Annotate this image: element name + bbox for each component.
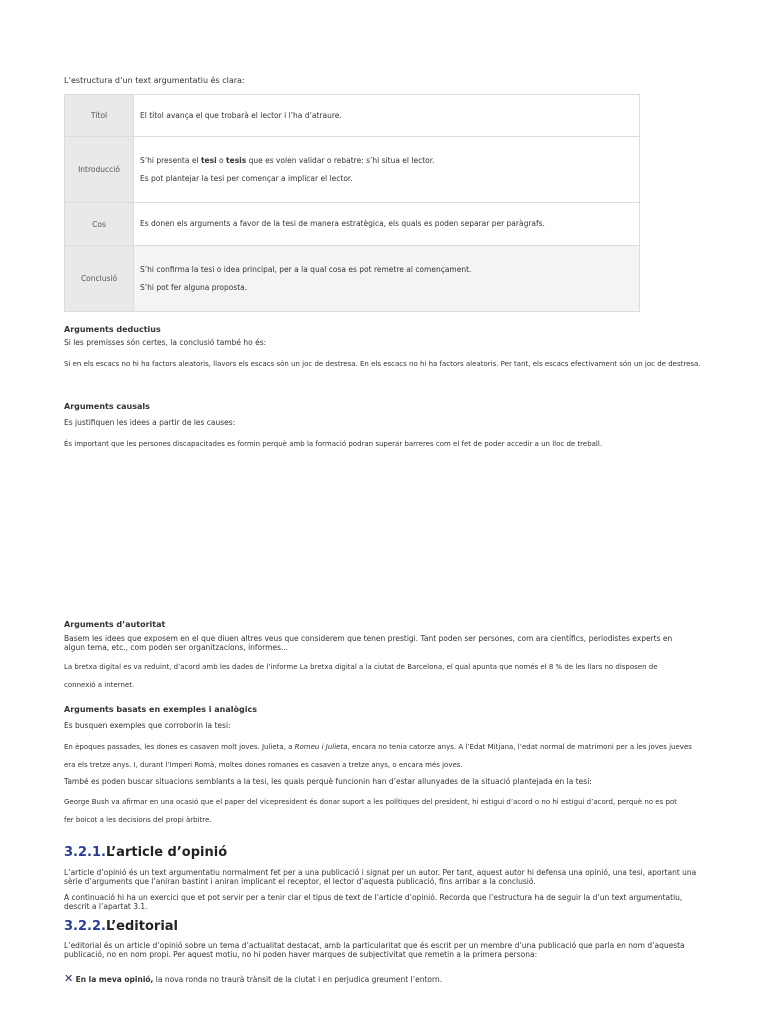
- example-text: És important que les persones discapacitades es formin perquè amb la formació podran superar barreres com el fet de poder accedir a un lloc de treball.: [64, 440, 603, 448]
- row-text: Es donen els arguments a favor de la tesi de manera estratègica, els quals es poden separar per paràgrafs.: [140, 219, 545, 228]
- row-label: Cos: [65, 203, 134, 246]
- authority-section: [64, 619, 704, 694]
- row-text: S’hi presenta el tesi o tesis que es volen validar o rebatre: s’hi situa el lector.: [140, 155, 435, 165]
- section-heading: Arguments deductius: [64, 325, 161, 334]
- section-title-opinion: [64, 845, 227, 860]
- term-tesis: tesis: [226, 155, 247, 165]
- paragraph: A continuació hi ha un exercici que et pot servir per a tenir clar el tipus de text de l’article d’opinió. Recorda que l’estructura ha de seguir la d’un text argumentatiu, descrit a l’apartat 3.1.: [64, 893, 683, 911]
- row-content: [134, 137, 640, 203]
- row-text: S’hi confirma la tesi o idea principal, per a la qual cosa es pot remetre al començament.: [140, 264, 472, 274]
- section-description: Es justifiquen les idees a partir de les causes:: [64, 418, 236, 427]
- causal-section: [64, 401, 704, 453]
- section-heading: Arguments causals: [64, 402, 150, 411]
- row-content: [134, 203, 640, 246]
- term-tesi: tesi: [200, 155, 217, 165]
- examples-section: [64, 704, 704, 829]
- example-text: George Bush va afirmar en una ocasió que el paper del vicepresident és donar suport a les polítiques del president, hi estigui d’acord o no hi estigui d’acord, perquè no es pot fer boicot a les decisions del propi àrbitre.: [64, 798, 677, 824]
- example-text: La bretxa digital es va reduint, d’acord amb les dades de l’informe La bretxa digital a la ciutat de Barcelona, el qual apunta que només el 8 % de les llars no disposen de connexió a internet.: [64, 663, 658, 689]
- section-heading: Arguments basats en exemples i analògics: [64, 705, 257, 714]
- paragraph: L’editorial és un article d’opinió sobre un tema d’actualitat destacat, amb la particularitat que és escrit per un membre d’una publicació que parla en nom d’aquesta publicació, no en nom propi. Per aquest motiu, no hi poden haver marques de subjectivitat que remetin a la primera persona:: [64, 941, 685, 959]
- intro-text: L’estructura d’un text argumentatiu és clara:: [64, 76, 245, 85]
- row-label: Introducció: [65, 137, 134, 203]
- section-description: Es busquen exemples que corroborin la tesi:: [64, 721, 231, 730]
- table-row: [65, 246, 640, 312]
- example-rest: la nova ronda no traurà trànsit de la ciutat i en perjudica greument l’entorn.: [153, 975, 443, 984]
- example-bold: En la meva opinió,: [75, 975, 154, 984]
- row-label: Títol: [65, 95, 134, 137]
- table-row: [65, 203, 640, 246]
- example-text: En èpoques passades, les dones es casaven molt joves. Julieta, a Romeu i Julieta, encara no tenia catorze anys. A l’Edat Mitjana, l’edat normal de matrimoni per a les joves jueves era els tretze anys. I, durant l’Imperi Romà, moltes dones romanes es casaven a tretze anys, o encara més joves.: [64, 743, 692, 769]
- row-text: S’hi pot fer alguna proposta.: [140, 282, 248, 292]
- row-text: El títol avança el que trobarà el lector i l’ha d’atraure.: [140, 110, 342, 120]
- row-content: [134, 95, 640, 137]
- paragraph: L’article d’opinió és un text argumentatiu normalment fet per a una publicació i signat per un autor. Per tant, aquest autor hi defensa una opinió, una tesi, aportant una sèrie d’arguments que l’aniran bastint i aniran implicant el receptor, el lector d’aquesta publicació, fins arribar a la conclusió.: [64, 868, 697, 886]
- table-row: [65, 137, 640, 203]
- row-label: Conclusió: [65, 246, 134, 312]
- incorrect-example: [64, 973, 704, 985]
- deductive-section: [64, 324, 704, 373]
- example-text: Si en els escacs no hi ha factors aleatoris, llavors els escacs són un joc de destresa. En els escacs no hi ha factors aleatoris. Per tant, els escacs efectivament són un joc de destresa.: [64, 360, 701, 368]
- section-number: 3.2.1.: [64, 845, 106, 860]
- section-number: 3.2.2.: [64, 919, 106, 934]
- row-content: [134, 246, 640, 312]
- row-text: Es pot plantejar la tesi per començar a implicar el lector.: [140, 173, 353, 183]
- table-row: [65, 95, 640, 137]
- structure-table: [64, 94, 640, 312]
- section-title-editorial: [64, 919, 178, 934]
- section-description: Basem les idees que exposem en el que diuen altres veus que considerem que tenen prestigi. Tant poden ser persones, com ara científics, periodistes experts en algun tema, etc., com poden ser organitzacions, informes...: [64, 634, 673, 652]
- book-title: Romeu i Julieta: [294, 743, 348, 751]
- section-title: L’editorial: [105, 919, 179, 934]
- section-title: L’article d’opinió: [105, 845, 228, 860]
- cross-icon: ✕: [64, 972, 74, 985]
- section-description: També es poden buscar situacions semblants a la tesi, les quals perquè funcionin han d’estar allunyades de la situació plantejada en la tesi:: [64, 777, 592, 786]
- section-description: Si les premisses són certes, la conclusió també ho és:: [64, 338, 267, 347]
- section-heading: Arguments d’autoritat: [64, 620, 166, 629]
